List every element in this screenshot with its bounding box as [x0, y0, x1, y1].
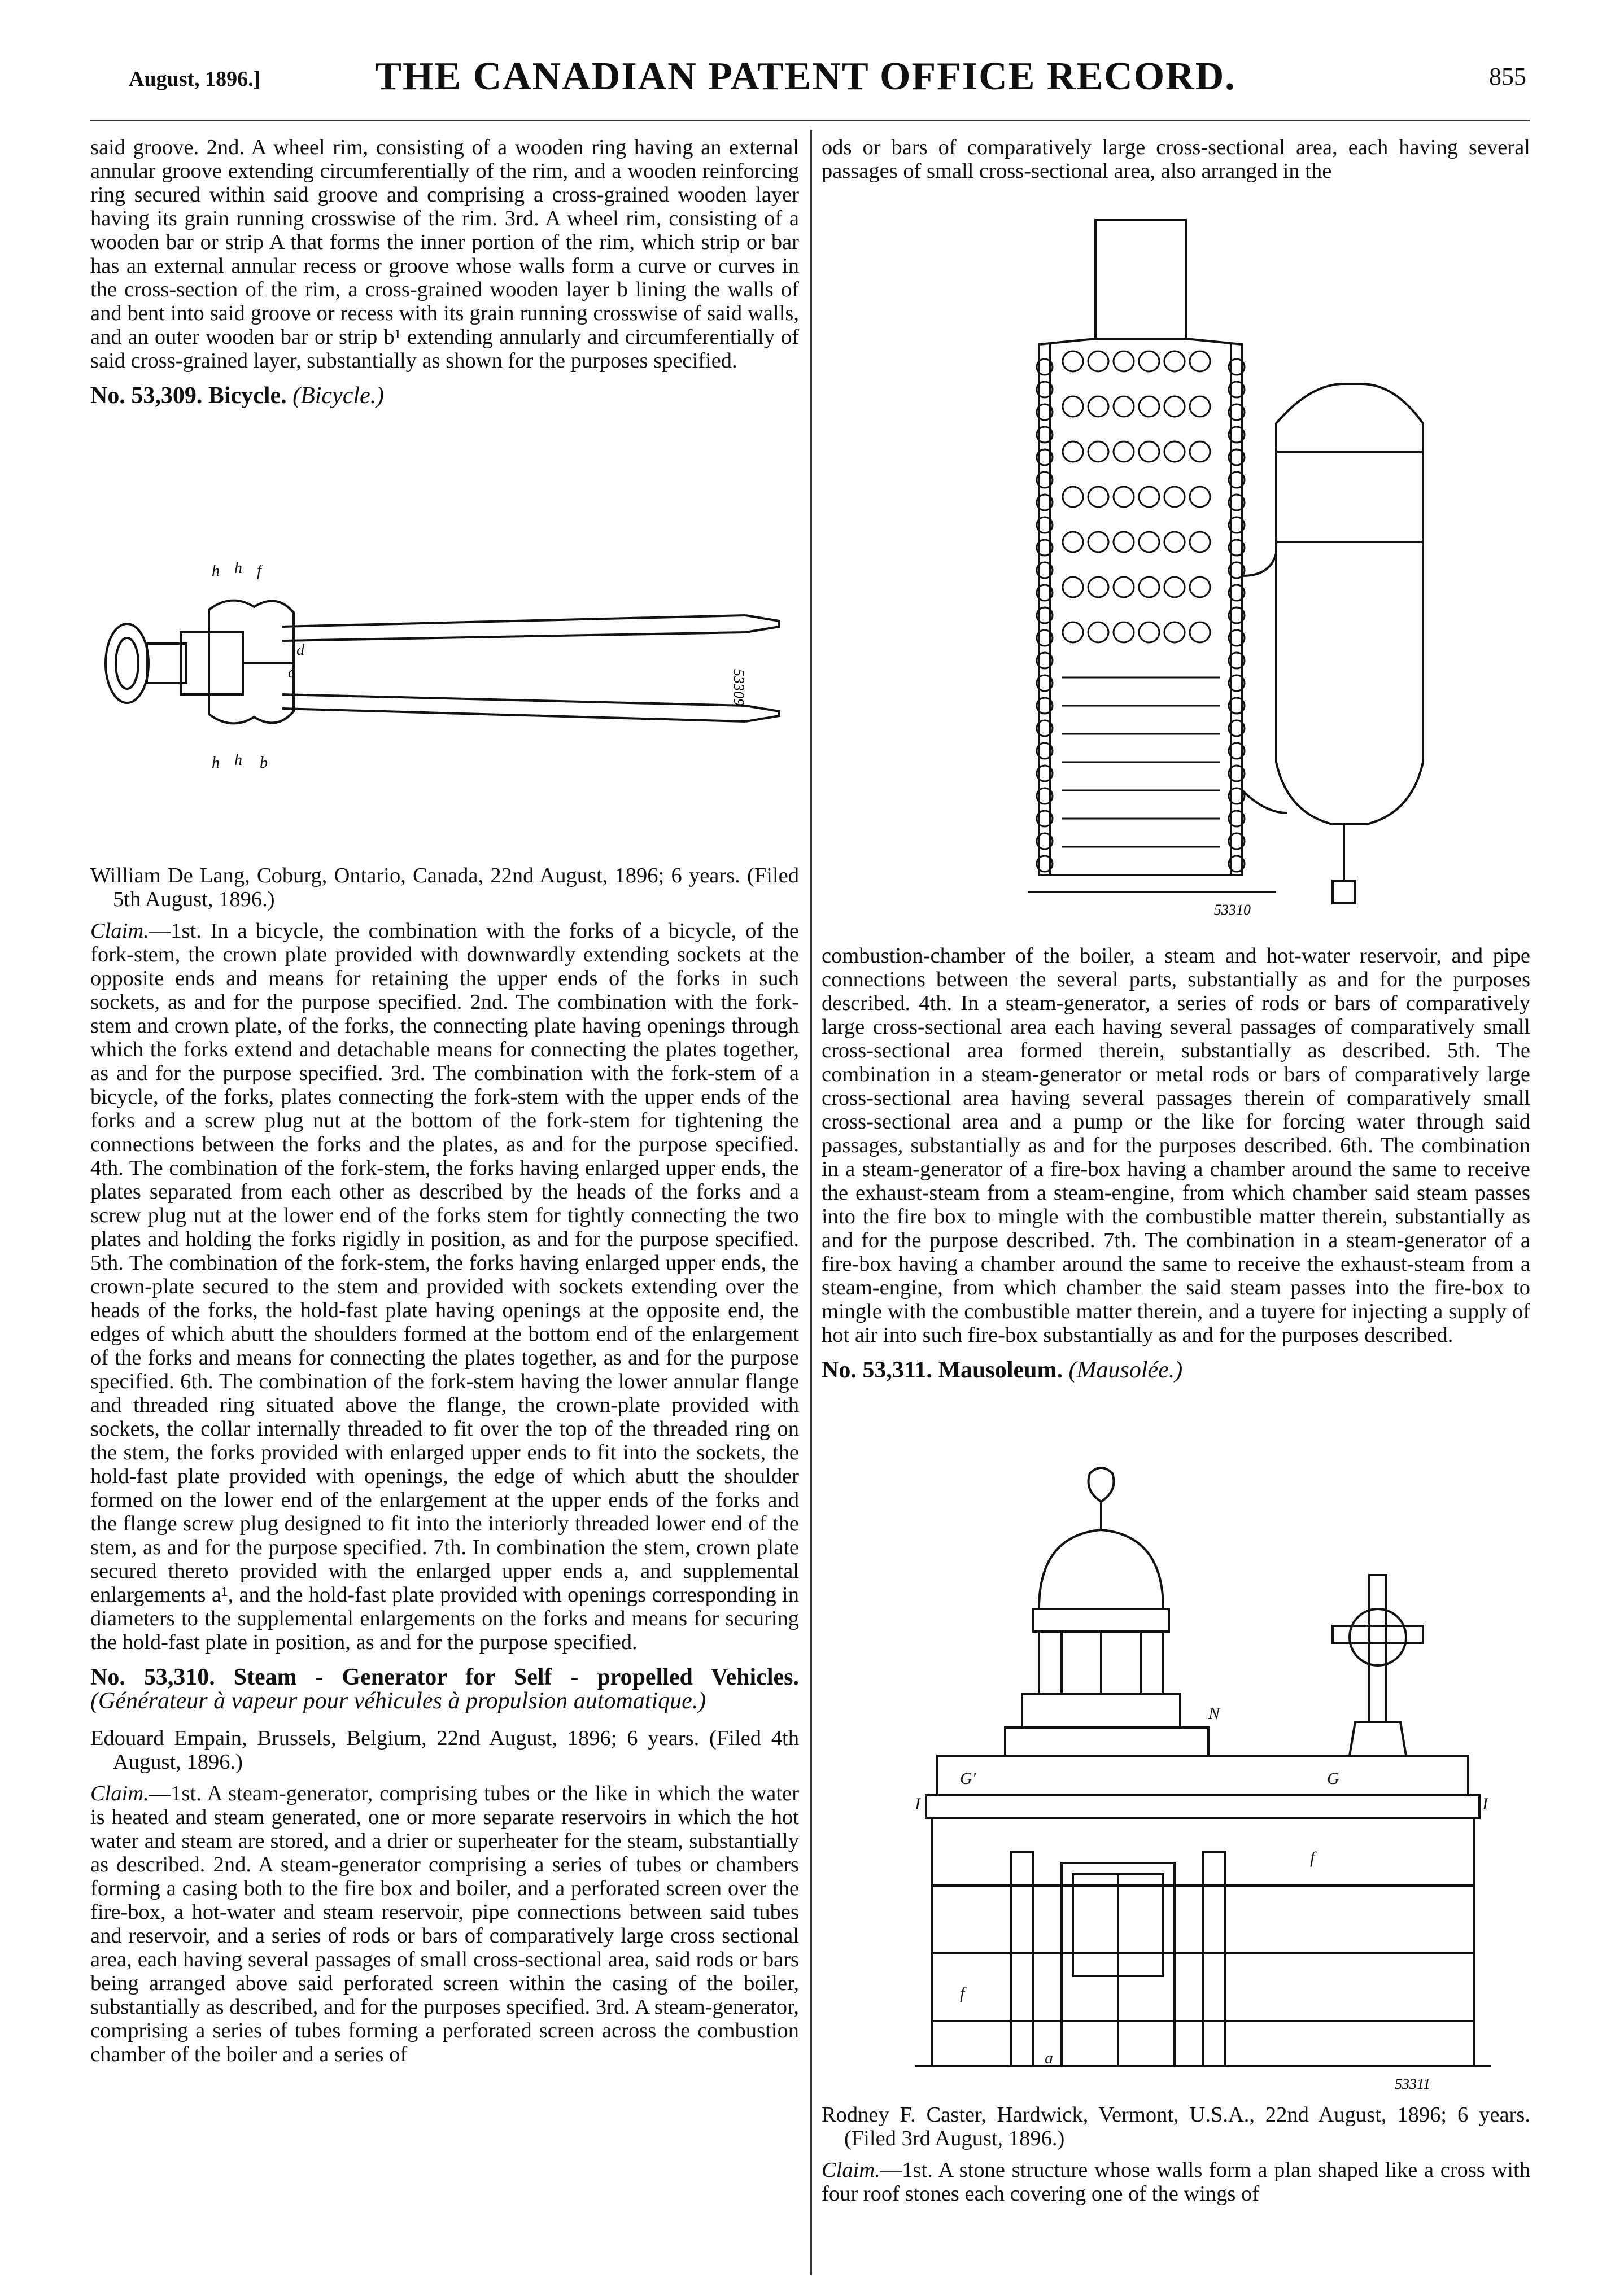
claim-label: Claim. — [822, 2158, 880, 2182]
patent-number: No. 53,311. — [822, 1357, 933, 1383]
claim-text: —1st. A stone structure whose walls form a plan shaped like a cross with four roof stones each covering one of the wings of — [822, 2158, 1530, 2206]
continuation-text: combustion-chamber of the boiler, a steam and hot-water reservoir, and pipe connections between the several parts, substantially as and for the purposes described. 4th. In a steam-generator, a series of rods or bars of comparatively large cross-sectional area each having several passages of comparatively small cross-sectional area formed therein, substantially as described. 5th. The combination in a steam-generator or metal rods or bars of comparatively large cross-sectional area having several passages therein of comparatively small cross-sectional area and a pump or the like for forcing water through said passages, substantially as and for the purposes described. 6th. The combination in a steam-generator of a fire-box having a chamber around the same to receive the exhaust-steam from a steam-engine, from which chamber said steam passes into the fire box to mingle with the combustible matter therein, substantially as and for the purpose described. 7th. The combination in a steam-generator of a fire-box having a chamber around the same to receive the exhaust-steam from a steam-engine, from which chamber the said steam passes into the fire-box to mingle with the combustible matter therein, and a tuyere for injecting a supply of hot air into such fire-box substantially as and for the purposes described. — [822, 944, 1530, 1347]
claim-label: Claim. — [90, 1782, 149, 1805]
patent-heading-53310 — [90, 1665, 799, 1713]
patent-heading-53311 — [822, 1358, 1530, 1382]
svg-text:h: h — [234, 559, 242, 577]
svg-text:h: h — [234, 751, 242, 769]
svg-text:f: f — [1310, 1848, 1315, 1867]
patent-number: No. 53,310. — [90, 1664, 215, 1690]
patent-number: No. 53,309. — [90, 383, 203, 409]
figure-number: 53311 — [1395, 2076, 1431, 2092]
svg-text:G: G — [1327, 1769, 1339, 1788]
header-rule — [90, 120, 1530, 121]
svg-text:f: f — [960, 1984, 965, 2002]
right-column-middle — [822, 944, 1530, 1396]
page-number: 855 — [1489, 63, 1526, 90]
right-column-top — [822, 135, 1530, 183]
inventor-53311: Rodney F. Caster, Hardwick, Vermont, U.S.A., 22nd August, 1896; 6 years. (Filed 3rd August, 1896.) — [822, 2103, 1530, 2150]
claim-label: Claim. — [90, 919, 149, 943]
svg-text:f: f — [257, 562, 261, 580]
continuation-text: ods or bars of comparatively large cross-sectional area, each having several passages of small cross-sectional area, also arranged in the — [822, 135, 1530, 183]
patent-title: Bicycle. — [208, 383, 287, 409]
patent-title: Steam - Generator for Self - propelled Vehicles. — [233, 1664, 799, 1690]
svg-text:a: a — [1045, 2049, 1053, 2067]
left-column-top — [90, 135, 799, 421]
svg-text:b: b — [260, 754, 268, 772]
column-divider — [810, 130, 812, 2275]
right-column-bottom — [822, 2103, 1530, 2206]
claim-53309 — [90, 919, 799, 1654]
svg-text:I: I — [1482, 1795, 1488, 1813]
svg-text:h: h — [212, 562, 220, 580]
svg-text:G': G' — [960, 1769, 976, 1788]
patent-french-title: (Générateur à vapeur pour véhicules à propulsion automatique.) — [90, 1688, 706, 1714]
svg-text:h: h — [212, 754, 220, 772]
figure-number: 53310 — [1214, 902, 1251, 918]
header-date: August, 1896.] — [129, 67, 261, 91]
claim-53310 — [90, 1782, 799, 2066]
claim-text: —1st. A steam-generator, comprising tubes or the like in which the water is heated and steam generated, one or more separate reservoirs in which the hot water and steam are stored, and a drier or superheater for the steam, substantially as described. 2nd. A steam-generator comprising a series of tubes or chambers forming a casing both to the fire box and boiler, and a perforated screen over the fire-box, a hot-water and steam reservoir, pipe connections between said tubes and reservoir, and a series of rods or bars of comparatively large cross sectional area, each having several passages of small cross-sectional area, said rods or bars being arranged above said perforated screen within the casing of the boiler, substantially as described, and for the purposes specified. 3rd. A steam-generator, comprising a series of tubes forming a perforated screen across the combustion chamber of the boiler and a series of — [90, 1782, 799, 2066]
svg-text:I: I — [915, 1795, 920, 1813]
steam-generator-figure — [971, 215, 1479, 931]
patent-heading-53309 — [90, 384, 799, 408]
svg-text:d: d — [296, 641, 304, 659]
claim-text: —1st. In a bicycle, the combination with the forks of a bicycle, of the fork-stem, the crown plate provided with downwardly extending sockets at the opposite ends and means for retaining the upper ends of the forks in such sockets, as and for the purpose specified. 2nd. The combination with the fork-stem and crown plate, of the forks, the connecting plate having openings through which the forks extend and detachable means for connecting the plates together, as and for the purpose specified. 3rd. The combination with the fork-stem of a bicycle, of the forks, plates connecting the fork-stem with the upper ends of the forks and a screw plug nut at the bottom of the fork-stem for tightening the connections between the forks and the plates, as and for the purpose specified. 4th. The combination of the fork-stem, the forks having enlarged upper ends, the plates separated from each other as described by the heads of the forks and a screw plug nut at the lower end of the forks stem for tightly connecting the two plates and holding the forks rigidly in position, as and for the purpose specified. 5th. The combination of the fork-stem, the forks having enlarged upper ends, the crown-plate secured to the stem and provided with sockets extending over the heads of the forks, the hold-fast plate having openings at the opposite end, the edges of which abutt the shoulders formed at the bottom end of the enlargement of the forks and means for connecting the plates together, as and for the purpose specified. 6th. The combination of the fork-stem having the lower annular flange and threaded ring situated above the flange, the crown-plate provided with sockets, the collar internally threaded to fit over the top of the threaded ring on the stem, the forks provided with enlarged upper ends to fit into the sockets, the hold-fast plate provided with openings, the edge of which abutt the shoulder formed on the lower end of the enlargement at the upper ends of the forks and the flange screw plug designed to fit into the interiorly threaded lower end of the stem, as and for the purpose specified. 7th. In combination the stem, crown plate secured thereto provided with the enlarged upper ends a, and supplemental enlargements a¹, and the hold-fast plate provided with openings corresponding in diameters to the supplemental enlargements on the forks and means for securing the hold-fast plate in position, as and for the purpose specified. — [90, 919, 799, 1654]
mausoleum-figure — [915, 1457, 1536, 2100]
inventor-53310: Edouard Empain, Brussels, Belgium, 22nd August, 1896; 6 years. (Filed 4th August, 1896.) — [90, 1726, 799, 1774]
svg-text:N: N — [1208, 1704, 1220, 1723]
bicycle-fork-figure — [96, 542, 802, 785]
inventor-53309: William De Lang, Coburg, Ontario, Canada, 22nd August, 1896; 6 years. (Filed 5th August, 1896.) — [90, 864, 799, 911]
svg-text:c: c — [288, 664, 295, 681]
left-column-bottom — [90, 852, 799, 2066]
claim-53311 — [822, 2158, 1530, 2206]
figure-number: 53309 — [731, 669, 747, 706]
patent-french-title: (Mausolée.) — [1068, 1357, 1183, 1383]
continuation-text: said groove. 2nd. A wheel rim, consisting of a wooden ring having an external annular groove extending circumferentially of the rim, and a wooden reinforcing ring secured within said groove and comprising a cross-grained wooden layer having its grain running crosswise of the rim. 3rd. A wheel rim, consisting of a wooden bar or strip A that forms the inner portion of the rim, which strip or bar has an external annular recess or groove whose walls form a curve or curves in the cross-section of the rim, a cross-grained wooden layer b lining the walls of and bent into said groove or recess with its grain running crosswise of said walls, and an outer wooden bar or strip b¹ extending annularly and circumferentially of said cross-grained layer, substantially as shown for the purposes specified. — [90, 135, 799, 373]
patent-title: Mausoleum. — [938, 1357, 1063, 1383]
journal-title: THE CANADIAN PATENT OFFICE RECORD. — [375, 55, 1236, 98]
patent-french-title: (Bicycle.) — [292, 383, 385, 409]
